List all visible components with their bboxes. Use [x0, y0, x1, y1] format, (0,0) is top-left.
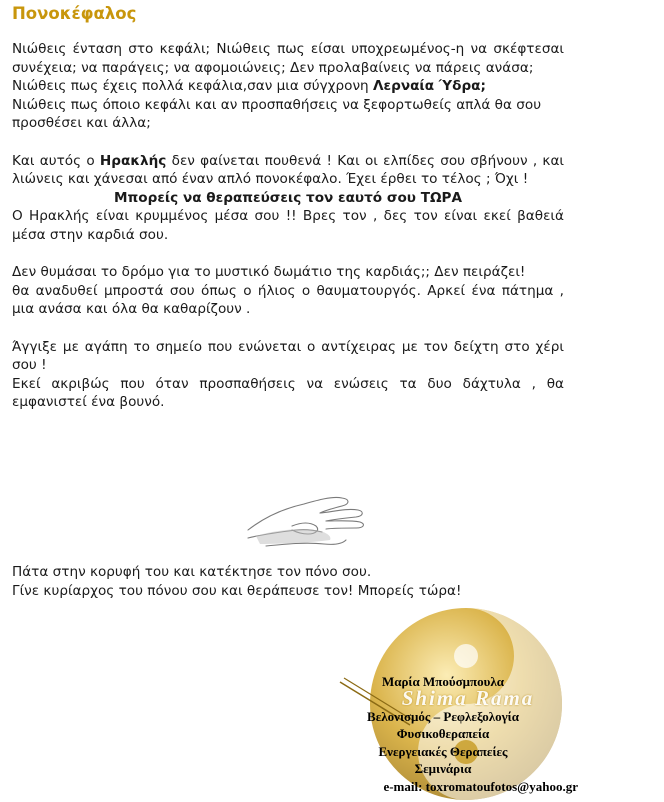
- service-physiotherapy: Φυσικοθεραπεία: [396, 726, 490, 741]
- article-body: [12, 40, 564, 412]
- paragraph: Ο Ηρακλής είναι κρυμμένος μέσα σου !! Βρες τον , δες τον είναι εκεί βαθειά μέσα στην καρδιά σου.: [12, 208, 564, 243]
- service-seminars: Σεμινάρια: [414, 761, 472, 776]
- hydra-emphasis: Λερναία Ύδρα;: [373, 78, 486, 95]
- text: δεν φαίνεται πουθενά ! Και οι ελπίδες σου σβήνουν , και λιώνεις και χάνεσαι από έναν απλό πονοκέφαλο. Έχει έρθει το τέλος ; Όχι !: [12, 152, 564, 188]
- page-title: Πονοκέφαλος: [12, 4, 137, 23]
- paragraph: Πάτα στην κορυφή του και κατέκτησε τον πόνο σου.: [12, 564, 372, 580]
- service-energy: Ενεργειακές Θεραπείες: [378, 743, 508, 759]
- text: Νιώθεις πως έχεις πολλά κεφάλια,σαν μια σύγχρονη: [12, 78, 373, 95]
- paragraph: [12, 77, 564, 96]
- signature-block: [308, 673, 578, 795]
- paragraph: Άγγιξε με αγάπη το σημείο που ενώνεται ο αντίχειρας με τον δείχτη στο χέρι σου !: [12, 338, 564, 374]
- logo-wordmark: Shima Rama: [401, 686, 535, 710]
- author-name: Μαρία Μπούσμπουλα: [381, 674, 505, 689]
- hercules-emphasis: Ηρακλής: [99, 152, 167, 169]
- text: Και αυτός ο: [12, 152, 100, 169]
- paragraph: Γίνε κυρίαρχος του πόνου σου και θεράπευσε τον! Μπορείς τώρα!: [12, 582, 462, 599]
- heading-heal-now: Μπορείς να θεραπεύσεις τον εαυτό σου ΤΩΡΑ: [113, 189, 463, 206]
- paragraph: Νιώθεις ένταση στο κεφάλι; Νιώθεις πως είσαι υποχρεωμένος-η να σκέφτεσαι συνέχεια; να παράγεις; να αφομοιώνεις; Δεν προλαβαίνεις να πάρεις ανάσα;: [12, 41, 564, 76]
- paragraph: Εκεί ακριβώς που όταν προσπαθήσεις να ενώσεις τα δυο δάχτυλα , θα εμφανιστεί ένα βουνό.: [12, 375, 564, 411]
- paragraph: Νιώθεις πως όποιο κεφάλι και αν προσπαθήσεις να ξεφορτωθείς απλά θα σου προσθέσει και άλλα;: [12, 96, 542, 132]
- paragraph: Δεν θυμάσαι το δρόμο για το μυστικό δωμάτιο της καρδιάς;; Δεν πειράζει!: [12, 264, 526, 281]
- closing-text: [12, 563, 564, 600]
- email-link[interactable]: e-mail: toxromatoufotos@yahoo.gr: [383, 778, 578, 794]
- paragraph: θα αναδυθεί μπροστά σου όπως ο ήλιος ο θαυματουργός. Αρκεί ένα πάτημα , μια ανάσα και όλα θα καθαρίζουν .: [12, 282, 564, 318]
- service-acupuncture: Βελονισμός – Ρεφλεξολογία: [367, 708, 519, 724]
- hands-illustration: [246, 486, 376, 556]
- paragraph: [12, 152, 564, 189]
